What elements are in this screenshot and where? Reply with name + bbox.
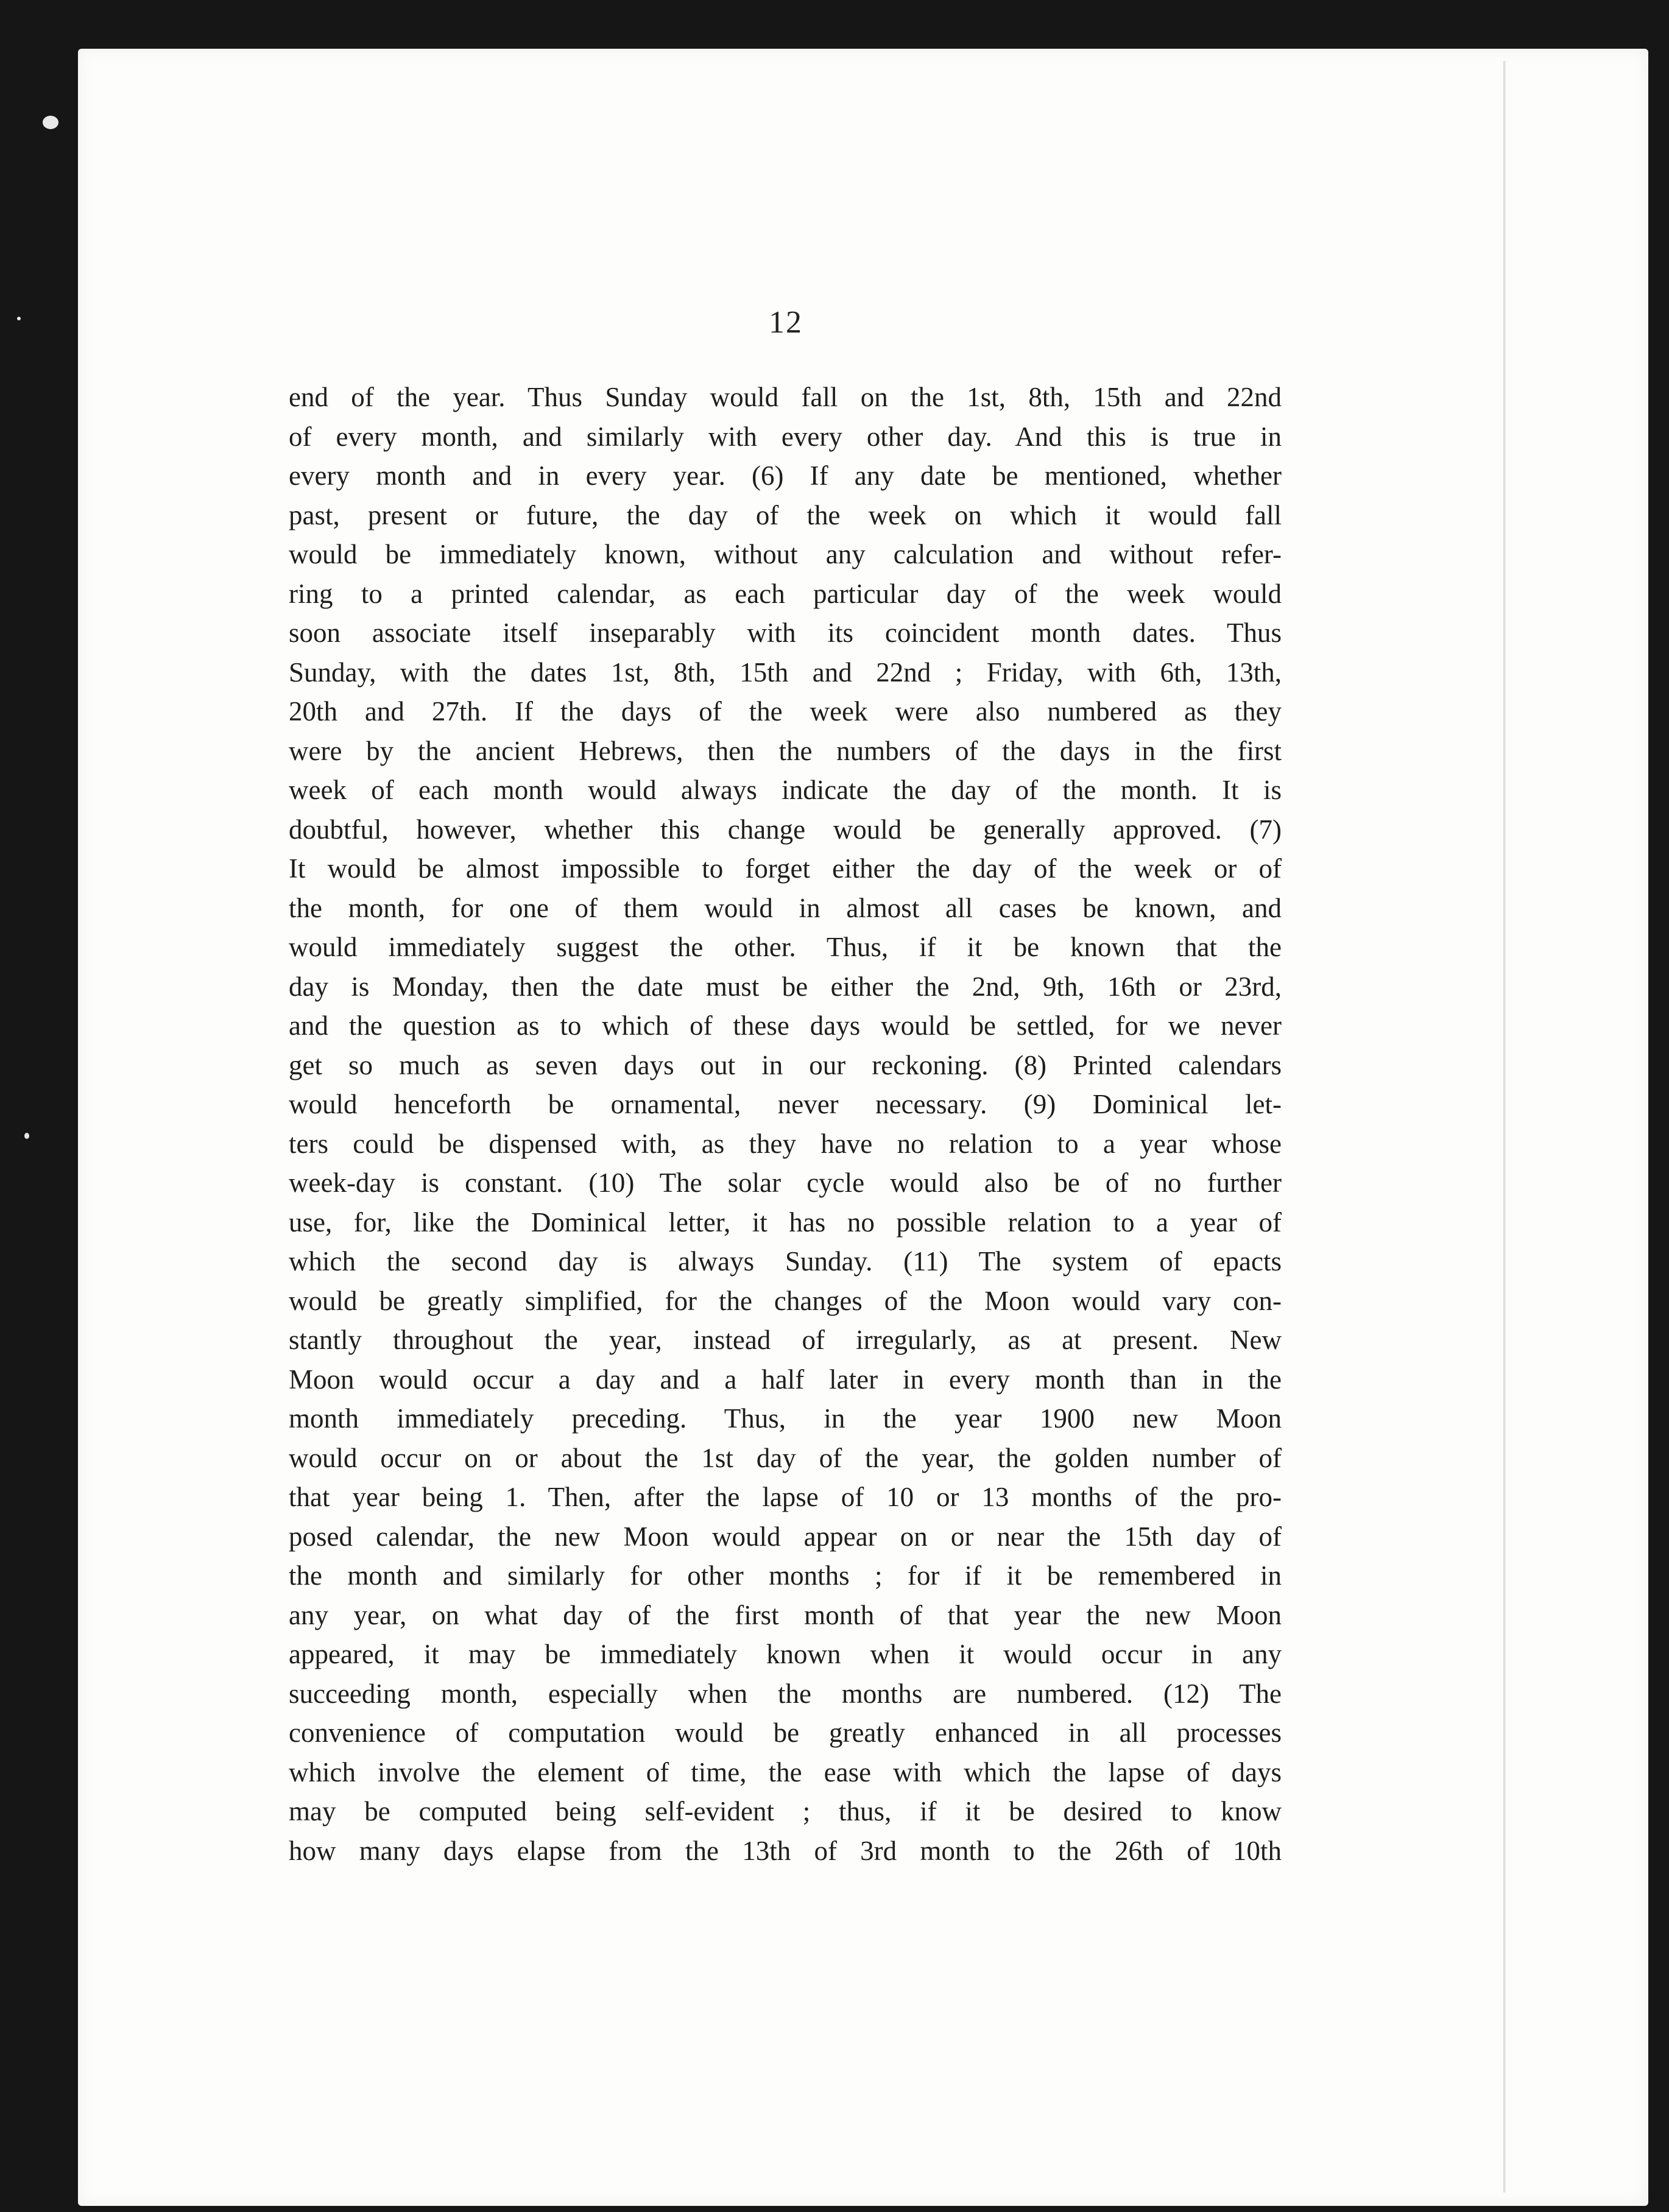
text-line: ters could be dispensed with, as they have no relation to a year whose — [289, 1128, 1282, 1159]
text-line: day is Monday, then the date must be either the 2nd, 9th, 16th or 23rd, — [289, 971, 1282, 1002]
text-line: would occur on or about the 1st day of the year, the golden number of — [289, 1442, 1282, 1473]
text-line: were by the ancient Hebrews, then the numbers of the days in the first — [289, 735, 1282, 766]
page-fold-edge — [1503, 61, 1506, 2193]
text-line: use, for, like the Dominical letter, it has no possible relation to a year of — [289, 1206, 1282, 1238]
text-line: appeared, it may be immediately known when it would occur in any — [289, 1639, 1282, 1669]
text-line: month immediately preceding. Thus, in the year 1900 new Moon — [289, 1403, 1282, 1434]
text-line: succeeding month, especially when the months are numbered. (12) The — [289, 1678, 1282, 1709]
page-number: 12 — [769, 305, 803, 340]
text-line: would henceforth be ornamental, never necessary. (9) Dominical let- — [289, 1089, 1282, 1119]
body-text — [289, 378, 1282, 1870]
text-line: how many days elapse from the 13th of 3rd month to the 26th of 10th — [289, 1835, 1282, 1866]
text-line: Moon would occur a day and a half later in every month than in the — [289, 1364, 1282, 1395]
text-line: posed calendar, the new Moon would appear on or near the 15th day of — [289, 1521, 1282, 1552]
text-line: week-day is constant. (10) The solar cycle would also be of no further — [289, 1168, 1282, 1198]
text-line: convenience of computation would be greatly enhanced in all processes — [289, 1717, 1282, 1748]
scan-speck — [43, 116, 58, 129]
text-line: doubtful, however, whether this change would be generally approved. (7) — [289, 814, 1282, 845]
text-line: would immediately suggest the other. Thus, if it be known that the — [289, 932, 1282, 962]
text-line: ring to a printed calendar, as each particular day of the week would — [289, 578, 1282, 609]
text-line: and the question as to which of these days would be settled, for we never — [289, 1010, 1282, 1041]
text-line: stantly throughout the year, instead of irregularly, as at present. New — [289, 1325, 1282, 1355]
text-line: would be greatly simplified, for the changes of the Moon would vary con- — [289, 1285, 1282, 1316]
scan-speck — [24, 1133, 29, 1139]
text-line: get so much as seven days out in our reckoning. (8) Printed calendars — [289, 1049, 1282, 1080]
text-line: any year, on what day of the first month of that year the new Moon — [289, 1599, 1282, 1630]
text-line: week of each month would always indicate the day of the month. It is — [289, 775, 1282, 805]
text-line: that year being 1. Then, after the lapse of 10 or 13 months of the pro- — [289, 1482, 1282, 1512]
text-line: Sunday, with the dates 1st, 8th, 15th and 22nd ; Friday, with 6th, 13th, — [289, 657, 1282, 688]
text-line: may be computed being self-evident ; thus, if it be desired to know — [289, 1796, 1282, 1826]
text-line: 20th and 27th. If the days of the week were also numbered as they — [289, 696, 1282, 727]
text-line: end of the year. Thus Sunday would fall on the 1st, 8th, 15th and 22nd — [289, 382, 1282, 412]
text-line: soon associate itself inseparably with its coincident month dates. Thus — [289, 618, 1282, 648]
text-line: the month, for one of them would in almost all cases be known, and — [289, 892, 1282, 923]
scan-speck — [17, 317, 21, 320]
text-line: It would be almost impossible to forget either the day of the week or of — [289, 853, 1282, 884]
text-line: would be immediately known, without any calculation and without refer- — [289, 539, 1282, 569]
text-line: which involve the element of time, the ease with which the lapse of days — [289, 1756, 1282, 1788]
text-line: past, present or future, the day of the week on which it would fall — [289, 499, 1282, 530]
text-line: of every month, and similarly with every other day. And this is true in — [289, 421, 1282, 452]
text-line: the month and similarly for other months ; for if it be remembered in — [289, 1560, 1282, 1591]
text-line: every month and in every year. (6) If any date be mentioned, whether — [289, 460, 1282, 491]
text-line: which the second day is always Sunday. (11) The system of epacts — [289, 1246, 1282, 1277]
